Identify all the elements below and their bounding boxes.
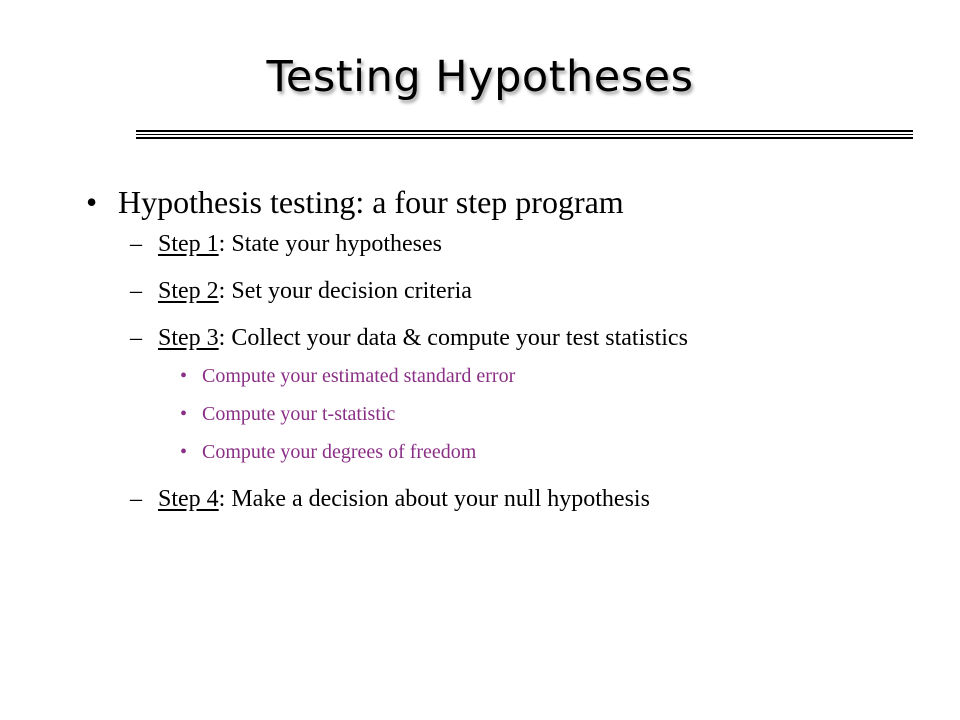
subitem-text: Compute your degrees of freedom — [202, 441, 477, 463]
bullet-icon: • — [180, 365, 188, 387]
step-label: Step 1 — [158, 231, 219, 257]
slide-content — [86, 184, 926, 531]
dash-icon: – — [130, 231, 142, 257]
bullet-icon: • — [86, 184, 98, 220]
rule-line — [136, 130, 913, 132]
title-underline-rule — [136, 130, 913, 141]
step-text: : State your hypotheses — [218, 231, 442, 257]
main-bullet-text: Hypothesis testing: a four step program — [118, 184, 624, 220]
dash-icon: – — [130, 486, 142, 512]
step3-subitems — [180, 364, 926, 478]
step-item-4 — [130, 484, 926, 531]
step-label: Step 2 — [158, 278, 219, 304]
bullet-icon: • — [180, 403, 188, 425]
subitem — [180, 364, 926, 402]
dash-icon: – — [130, 325, 142, 351]
step-label: Step 4 — [158, 486, 219, 512]
steps-list — [130, 229, 926, 531]
dash-icon: – — [130, 278, 142, 304]
step-label: Step 3 — [158, 325, 219, 351]
step-item-3 — [130, 323, 926, 370]
slide-title: Testing Hypotheses — [266, 52, 694, 102]
subitem — [180, 402, 926, 440]
step-text: : Make a decision about your null hypothesis — [218, 486, 650, 512]
subitem-text: Compute your t-statistic — [202, 403, 396, 425]
step-item-1 — [130, 229, 926, 276]
step-item-2 — [130, 276, 926, 323]
subitem-text: Compute your estimated standard error — [202, 365, 516, 387]
main-bullet-item — [86, 184, 926, 221]
bullet-icon: • — [180, 441, 188, 463]
rule-line — [136, 134, 913, 135]
subitem — [180, 440, 926, 478]
step-text: : Set your decision criteria — [218, 278, 472, 304]
step-text: : Collect your data & compute your test statistics — [218, 325, 688, 351]
rule-line — [136, 137, 913, 139]
